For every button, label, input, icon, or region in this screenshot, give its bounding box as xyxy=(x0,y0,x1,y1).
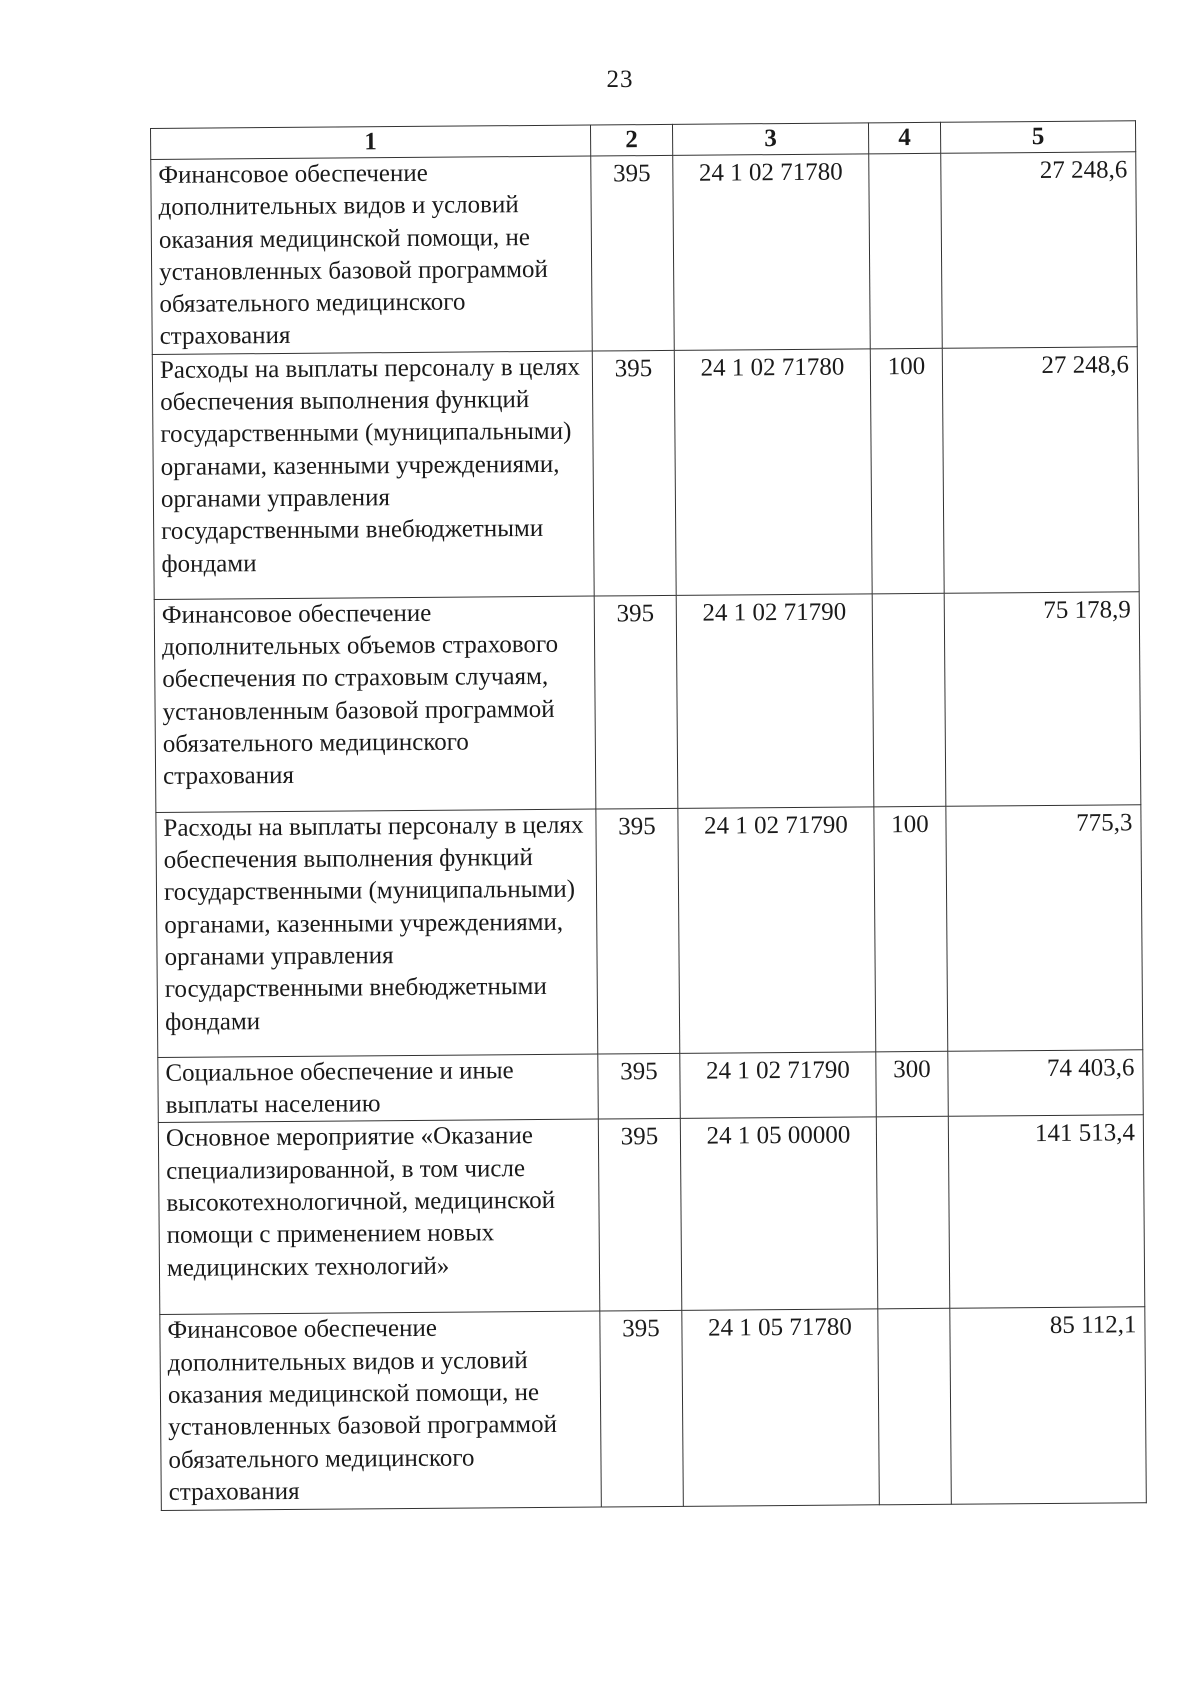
row-code: 395 xyxy=(594,595,678,809)
row-sum: 775,3 xyxy=(946,805,1143,1052)
column-header-5: 5 xyxy=(940,121,1135,154)
row-sum: 75 178,9 xyxy=(944,592,1141,807)
row-code: 395 xyxy=(592,350,676,596)
row-csr: 24 1 02 71790 xyxy=(680,1052,877,1119)
row-name: Финансовое обеспечение дополнительных видов и условий оказания медицинской помощи, не установленных базовой программой обязательного медицинского страхования xyxy=(151,156,593,354)
table-row xyxy=(154,592,1141,813)
column-header-1: 1 xyxy=(151,125,591,159)
row-vr: 300 xyxy=(876,1051,949,1117)
row-vr xyxy=(872,593,946,807)
row-name: Расходы на выплаты персоналу в целях обеспечения выполнения функций государственными (муниципальными) органами, казенными учреждениями, органами управления государственными внебюджетными фондами xyxy=(152,351,594,599)
column-header-2: 2 xyxy=(590,124,672,156)
row-sum: 74 403,6 xyxy=(948,1050,1144,1117)
row-code: 395 xyxy=(591,155,675,350)
row-vr xyxy=(869,153,943,348)
row-code: 395 xyxy=(596,808,680,1054)
row-sum: 85 112,1 xyxy=(950,1307,1147,1505)
table-row xyxy=(158,1050,1143,1123)
page-number: 23 xyxy=(606,66,634,93)
row-name: Финансовое обеспечение дополнительных объемов страхового обеспечения по страховым случаям, установленным базовой программой обязательного медицинского страхования xyxy=(154,596,596,812)
row-name: Основное мероприятие «Оказание специализированной, в том числе высокотехнологичной, медицинской помощи с применением новых медицинских технологий» xyxy=(158,1119,599,1314)
row-sum: 27 248,6 xyxy=(942,347,1139,594)
row-name: Финансовое обеспечение дополнительных видов и условий оказания медицинской помощи, не установленных базовой программой обязательного медицинского страхования xyxy=(160,1311,602,1510)
column-header-4: 4 xyxy=(868,122,940,154)
row-vr xyxy=(876,1117,950,1310)
row-sum: 27 248,6 xyxy=(941,152,1138,348)
budget-table xyxy=(150,120,1147,1511)
row-sum: 141 513,4 xyxy=(948,1115,1145,1309)
row-code: 395 xyxy=(600,1311,684,1508)
row-csr: 24 1 02 71780 xyxy=(674,349,872,596)
table-row xyxy=(156,805,1143,1058)
table-row xyxy=(152,347,1139,600)
row-name: Социальное обеспечение и иные выплаты населению xyxy=(158,1054,599,1123)
row-csr: 24 1 02 71790 xyxy=(676,594,874,809)
row-csr: 24 1 02 71780 xyxy=(673,154,871,350)
column-header-3: 3 xyxy=(672,123,868,156)
row-code: 395 xyxy=(598,1119,682,1312)
row-csr: 24 1 05 71780 xyxy=(682,1309,880,1507)
table-row xyxy=(151,152,1137,355)
row-vr: 100 xyxy=(870,348,944,594)
row-vr xyxy=(878,1309,952,1506)
budget-table-container xyxy=(150,120,1146,1511)
row-code: 395 xyxy=(598,1053,681,1119)
row-name: Расходы на выплаты персоналу в целях обеспечения выполнения функций государственными (муниципальными) органами, казенными учреждениями, органами управления государственными внебюджетными фондами xyxy=(156,809,598,1057)
table-row xyxy=(160,1307,1147,1511)
row-csr: 24 1 05 00000 xyxy=(680,1117,878,1311)
row-vr: 100 xyxy=(874,806,948,1052)
table-row xyxy=(158,1115,1144,1315)
row-csr: 24 1 02 71790 xyxy=(678,807,876,1054)
